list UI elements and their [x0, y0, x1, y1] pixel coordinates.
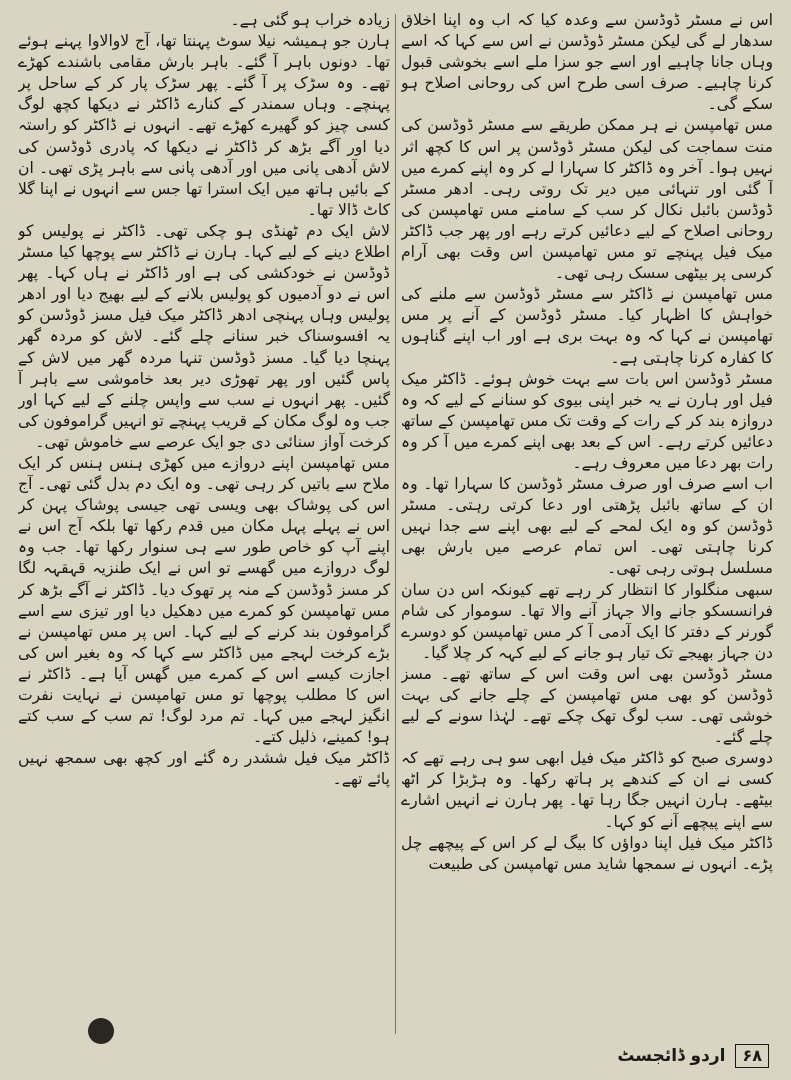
magazine-name: اردو ڈائجسٹ: [617, 1046, 726, 1066]
right-column: [401, 10, 773, 1040]
page-number: ۶۸: [735, 1044, 769, 1068]
column-divider: [395, 14, 396, 1034]
right-column-paragraph: مس تھامپسن نے ڈاکٹر سے مسٹر ڈوڈسن سے ملنے کی خواہش کا اظہار کیا۔ مسٹر ڈوڈسن کے آنے پر مس تھامپسن نے کہا کہ وہ بہت بری ہے اور اب اپنے گناہوں کا کفارہ کرنا چاہتی ہے۔: [401, 285, 773, 367]
right-column-paragraph: دوسری صبح کو ڈاکٹر میک فیل ابھی سو ہی رہے تھے کہ کسی نے ان کے کندھے پر ہاتھ رکھا۔ وہ ہڑبڑا کر اٹھ بیٹھے۔ ہارن انہیں جگا رہا تھا۔ پھر ہارن نے انہیں اشارے سے اپنے پیچھے آنے کو کہا۔: [401, 749, 773, 831]
left-column-paragraph: ڈاکٹر میک فیل ششدر رہ گئے اور کچھ بھی سمجھ نہیں پائے تھے۔: [18, 749, 390, 789]
right-column-paragraph: اب اسے صرف اور صرف مسٹر ڈوڈسن کا سہارا تھا۔ وہ ان کے ساتھ بائبل پڑھتی اور دعا کرتی رہتی۔ مسٹر ڈوڈسن کو وہ ایک لمحے کے لیے بھی اپنے سے جدا نہیں کرنا چاہتی تھی۔ اس تمام عرصے میں بارش بھی مسلسل ہوتی رہی تھی۔: [401, 475, 773, 578]
left-column-paragraph: لاش ایک دم ٹھنڈی ہو چکی تھی۔ ڈاکٹر نے پولیس کو اطلاع دینے کے لیے کہا۔ ہارن نے ڈاکٹر سے پوچھا کیا مسٹر ڈوڈسن نے خودکشی کی ہے اور ڈاکٹر نے ہاں کہا۔ پھر اس نے دو آدمیوں کو پولیس بلانے کے لیے بھیج دیا اور ادھر پولیس وہاں پہنچی ادھر ڈاکٹر میک فیل مسز ڈوڈسن کو یہ افسوسناک خبر سنانے چلے گئے۔ لاش کو مردہ گھر پہنچا دیا گیا۔ مسز ڈوڈسن تنہا مردہ گھر میں لاش کے پاس گئیں اور پھر تھوڑی دیر بعد خاموشی سے باہر آ گئیں۔ پھر انہوں نے سب سے واپس چلنے کے لیے کہا اور جب وہ لوگ مکان کے قریب پہنچے تو انہیں گراموفون کی کرخت آواز سنائی دی جو ایک عرصے سے خاموش تھی۔: [18, 221, 390, 451]
right-column-paragraph: اس نے مسٹر ڈوڈسن سے وعدہ کیا کہ اب وہ اپنا اخلاق سدھار لے گی لیکن مسٹر ڈوڈسن نے اس سے کہا کہ اسے وہاں جانا چاہیے اور اسے جو سزا ملے اسے بخوشی قبول کرنا چاہیے۔ صرف اسی طرح اس کی روحانی اصلاح ہو سکے گی۔: [401, 11, 773, 114]
left-column-paragraph: ہارن جو ہمیشہ نیلا سوٹ پہنتا تھا، آج لاوالاوا پہنے ہوئے تھا۔ دونوں باہر آ گئے۔ باہر بارش مقامی باشندے کھڑے تھے۔ وہ سڑک پر آ گئے۔ پھر سڑک پار کر کے ساحل پر پہنچے۔ وہاں سمندر کے کنارے ڈاکٹر نے دیکھا کچھ لوگ کسی چیز کو گھیرے کھڑے تھے۔ انہوں نے ڈاکٹر کو راستہ دیا اور آگے بڑھ کر ڈاکٹر نے دیکھا کہ پادری ڈوڈسن کی لاش آدھی پانی میں اور آدھی پانی سے باہر پڑی تھی۔ ان کے بائیں ہاتھ میں ایک استرا تھا جس سے انہوں نے اپنا گلا کاٹ ڈالا تھا۔: [18, 32, 390, 219]
text-columns: [18, 10, 773, 1040]
left-column-paragraph: مس تھامپسن اپنے دروازے میں کھڑی ہنس ہنس کر ایک ملاح سے باتیں کر رہی تھی۔ وہ ایک دم بدل گئی تھی۔ آج اس کی پوشاک بھی ویسی تھی جیسی پوشاک پہن کر اس نے پہلے پہل مکان میں قدم رکھا تھا بلکہ آج اس نے اپنے آپ کو خاص طور سے ہی سنوار رکھا تھا۔ جب وہ لوگ دروازے میں گھسے تو اس نے ایک طنزیہ قہقہہ لگا کر مسز ڈوڈسن کے منہ پر تھوک دیا۔ ڈاکٹر نے آگے بڑھ کر مس تھامپسن کو کمرے میں دھکیل دیا اور تیزی سے اسے گراموفون بند کرنے کے لیے کہا۔ اس پر مس تھامپسن نے بڑے کرخت لہجے میں ڈاکٹر سے کہا کہ وہ بغیر اس کی اجازت کیسے اس کے کمرے میں گھس آیا ہے۔ ڈاکٹر نے اس کا مطلب پوچھا تو مس تھامپسن نے نہایت نفرت انگیز لہجے میں کہا۔ تم مرد لوگ! تم سب کے سب کتے ہو! کمینے، ذلیل کتے۔: [18, 453, 390, 747]
page-footer: [22, 1038, 769, 1074]
right-column-paragraph: مسٹر ڈوڈسن بھی اس وقت اس کے ساتھ تھے۔ مسز ڈوڈسن کو بھی مس تھامپسن کے چلے جانے کی بہت خوشی تھی۔ سب لوگ تھک چکے تھے۔ لہٰذا سونے کے لیے چلے گئے۔: [401, 664, 773, 747]
right-column-paragraph: ڈاکٹر میک فیل اپنا دواؤں کا بیگ لے کر اس کے پیچھے چل پڑے۔ انہوں نے سمجھا شاید مس تھامپسن کی طبیعت: [401, 833, 773, 873]
right-column-paragraph: سبھی منگلوار کا انتظار کر رہے تھے کیونکہ اس دن سان فرانسسکو جانے والا جہاز آنے والا تھا۔ سوموار کی شام گورنر کے دفتر کا ایک آدمی آ کر مس تھامپسن کو دوسرے دن جہاز بھیجے تک تیار ہو جانے کے لیے کہہ کر چلا گیا۔: [401, 580, 773, 662]
right-column-paragraph: مسٹر ڈوڈسن اس بات سے بہت خوش ہوئے۔ ڈاکٹر میک فیل اور ہارن نے یہ خبر اپنی بیوی کو سنانے کے لیے کہ وہ دروازہ بند کر کے رات کے وقت تک مس تھامپسن کے ساتھ دعائیں کرتے رہے۔ اس کے بعد بھی اپنے کمرے میں آ کر وہ رات بھر دعا میں معروف رہے۔: [401, 369, 773, 472]
left-column: [18, 10, 390, 1040]
left-column-paragraph: زیادہ خراب ہو گئی ہے۔: [230, 11, 390, 29]
right-column-paragraph: مس تھامپسن نے ہر ممکن طریقے سے مسٹر ڈوڈسن کی منت سماجت کی لیکن مسٹر ڈوڈسن پر اس کا کچھ اثر نہیں ہوا۔ آخر وہ ڈاکٹر کا سہارا لے کر وہ اپنے کمرے میں آ گئی اور تنہائی میں دیر تک روتی رہی۔ ادھر مسٹر ڈوڈسن بائبل نکال کر سب کے سامنے مس تھامپسن کی روحانی اصلاح کے لیے دعائیں کرتے رہے اور پھر جب ڈاکٹر میک فیل پہنچے تو مس تھامپسن اس وقت بھی آرام کرسی پر بیٹھی سسک رہی تھی۔: [401, 116, 773, 283]
